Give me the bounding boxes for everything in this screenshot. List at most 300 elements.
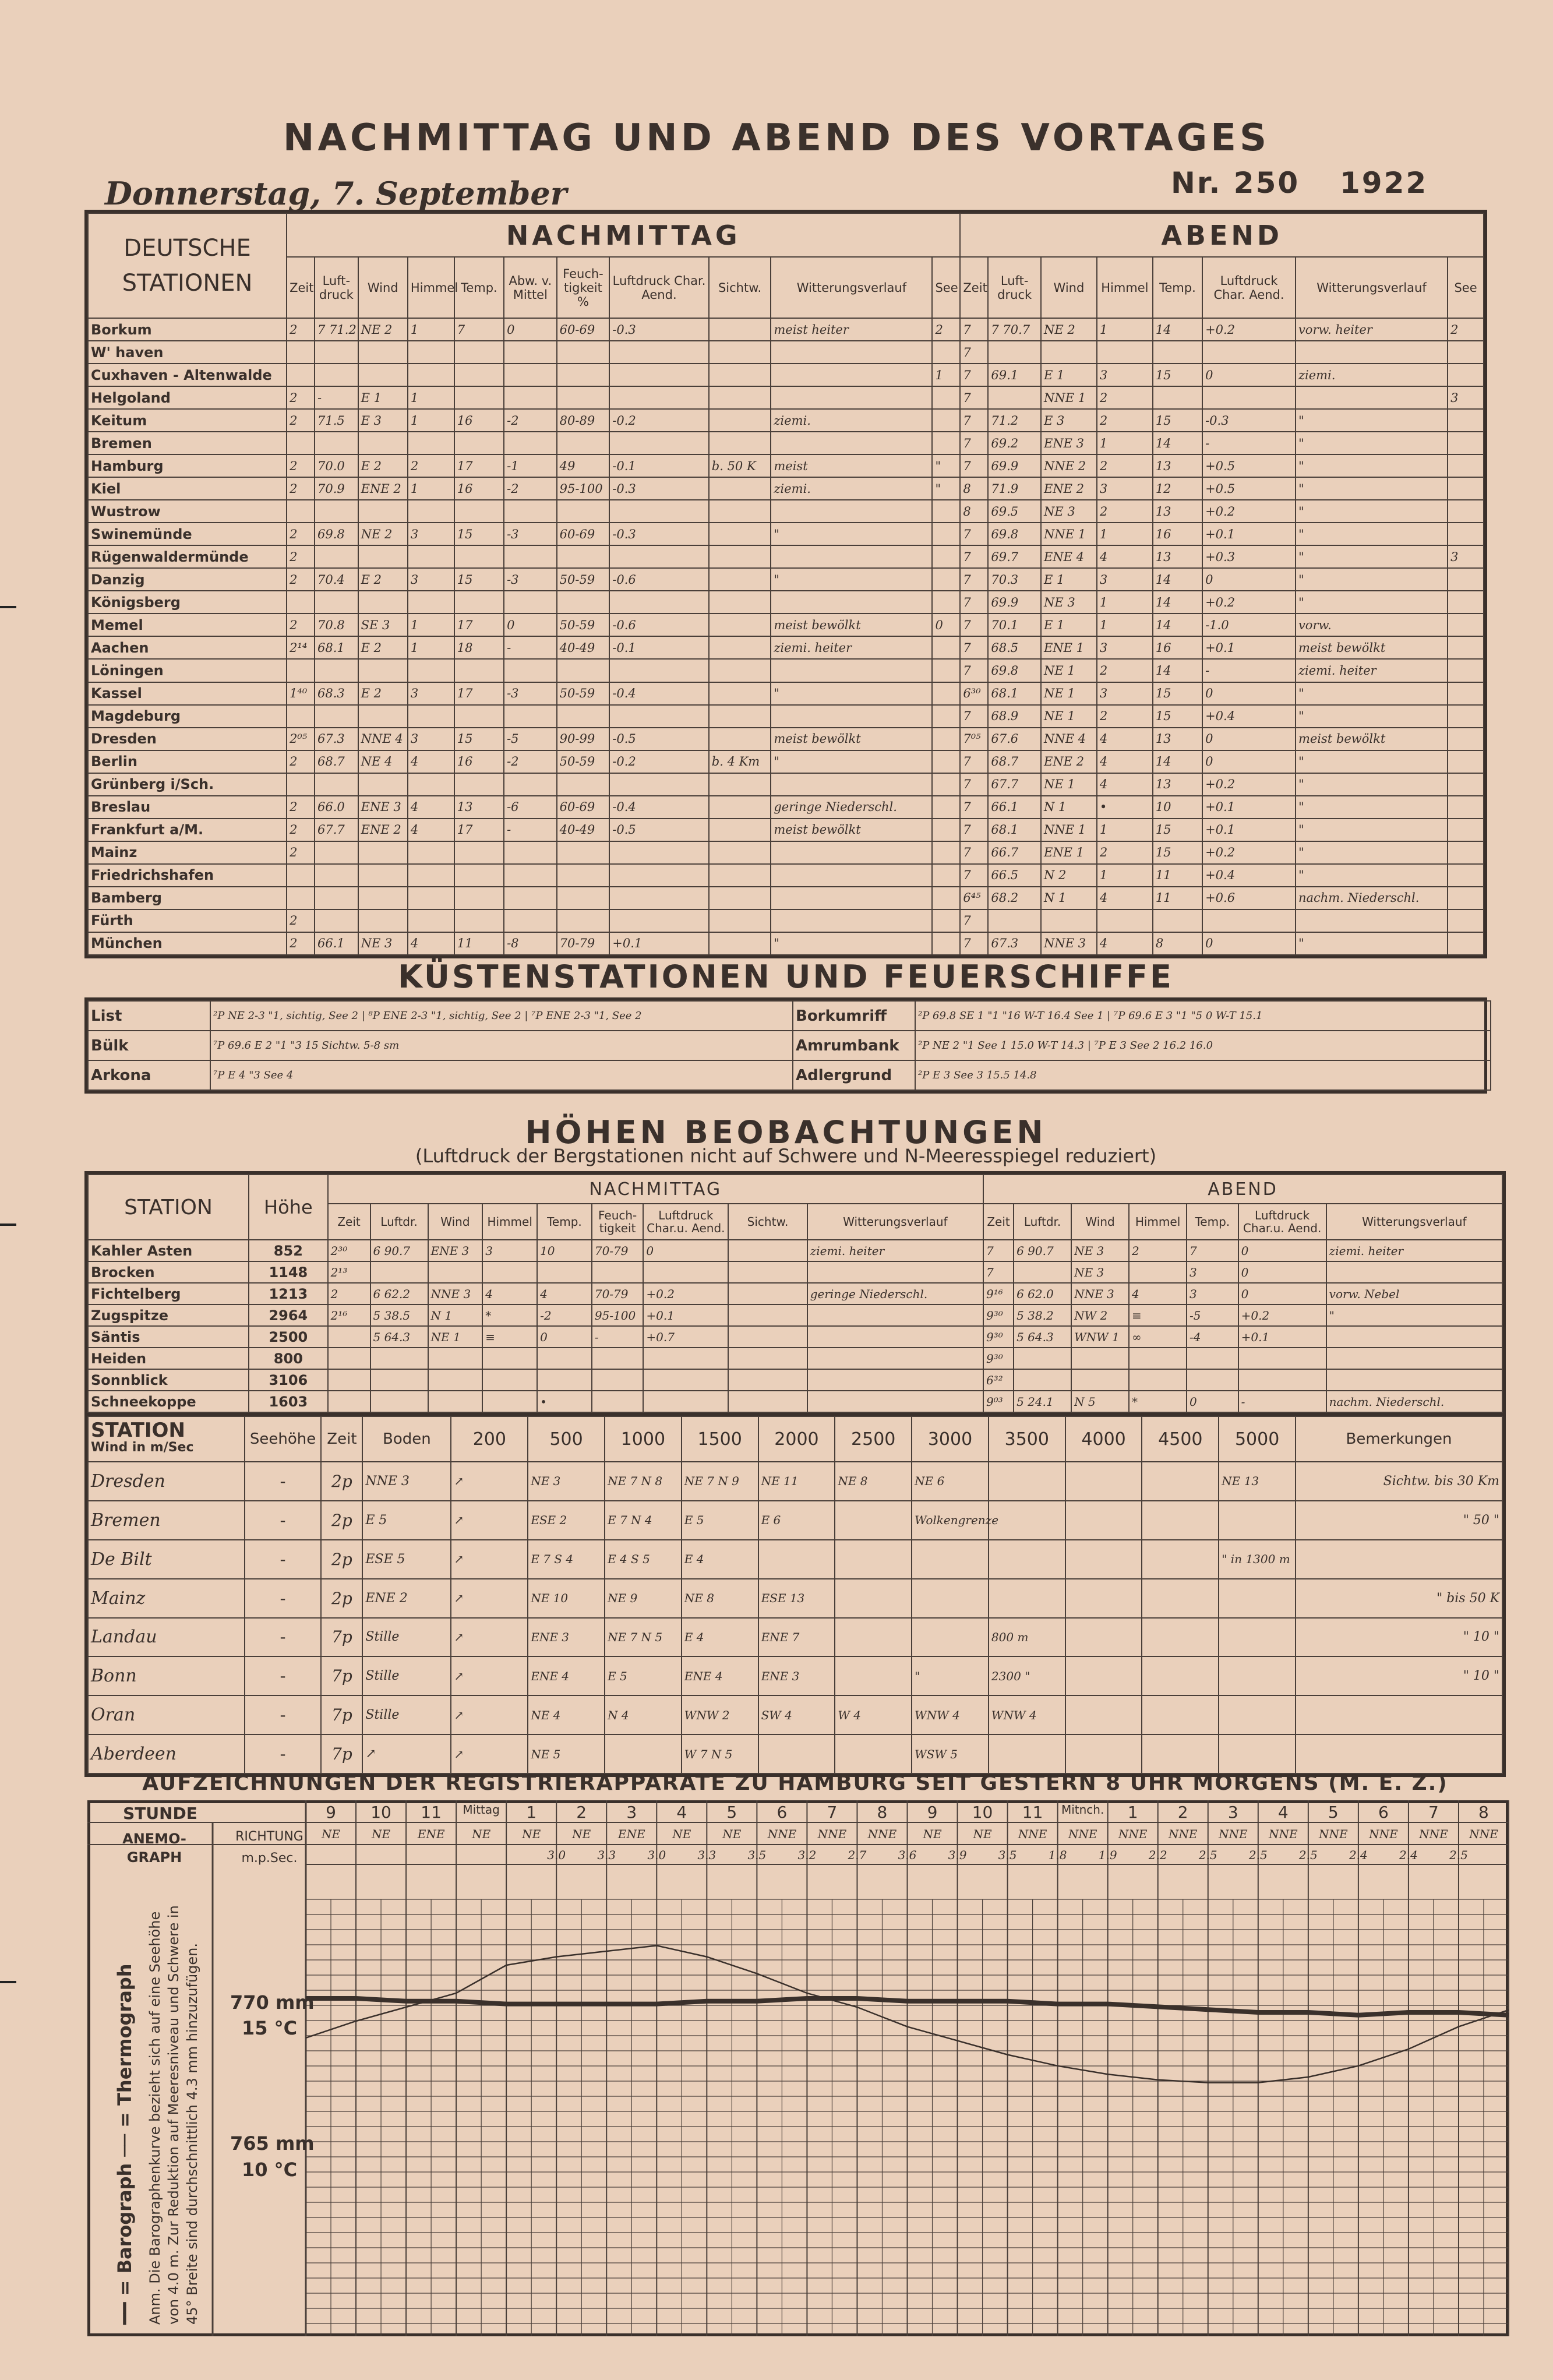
hoehen-nachmittag-cell <box>592 1261 644 1283</box>
station-name: Memel <box>88 613 287 636</box>
nachmittag-cell: 68.7 <box>315 750 358 773</box>
nachmittag-cell <box>557 364 610 386</box>
hoehen-abend-cell: 0 <box>1187 1391 1238 1412</box>
nachmittag-cell: 67.7 <box>315 819 358 841</box>
nachmittag-cell: 15 <box>454 568 504 591</box>
hoehen-abend-cell: ∞ <box>1129 1326 1187 1348</box>
wind-level-value: ↗ <box>451 1579 528 1618</box>
station-name: Swinemünde <box>88 523 287 545</box>
nachmittag-cell: meist bewölkt <box>771 728 932 750</box>
station-name: Hamburg <box>88 454 287 477</box>
nachmittag-cell: 60-69 <box>557 318 610 341</box>
nachmittag-cell <box>932 523 960 545</box>
wind-table <box>84 1416 1506 1777</box>
hoehen-nachmittag-cell: -2 <box>537 1304 592 1326</box>
nachmittag-cell: 70.9 <box>315 477 358 500</box>
nachmittag-col-header: Wind <box>358 257 408 318</box>
abend-cell: 4 <box>1097 750 1153 773</box>
table-row <box>88 1656 1502 1695</box>
nachmittag-col-header: Himmel <box>408 257 454 318</box>
nachmittag-cell: 16 <box>454 477 504 500</box>
abend-cell: 14 <box>1153 568 1202 591</box>
hoehen-nachmittag-col: Himmel <box>482 1204 537 1240</box>
wind-speed: 2.5 <box>1449 1848 1468 1862</box>
wind-seehoehe: - <box>245 1734 322 1773</box>
wind-station: Mainz <box>88 1579 245 1618</box>
wind-direction: NNE <box>767 1827 797 1841</box>
nachmittag-cell: 2¹⁴ <box>287 636 315 659</box>
nachmittag-cell: 16 <box>454 409 504 432</box>
nachmittag-cell: 70.4 <box>315 568 358 591</box>
wind-level-value: ESE 13 <box>758 1579 835 1618</box>
wind-level-value <box>758 1540 835 1579</box>
hoehen-abend-cell: -5 <box>1187 1304 1238 1326</box>
abend-cell: 8 <box>960 477 988 500</box>
nachmittag-cell: - <box>504 636 557 659</box>
abend-cell: 0 <box>1202 682 1296 705</box>
wind-level-value <box>1065 1695 1142 1734</box>
nachmittag-cell <box>557 545 610 568</box>
abend-cell: 0 <box>1202 728 1296 750</box>
nachmittag-cell: 0 <box>504 318 557 341</box>
abend-cell: " <box>1296 591 1448 613</box>
hoehen-nachmittag-cell <box>643 1261 728 1283</box>
nachmittag-cell <box>557 341 610 364</box>
abend-cell: 7 70.7 <box>988 318 1041 341</box>
nachmittag-cell <box>709 568 771 591</box>
nachmittag-cell <box>454 386 504 409</box>
wind-station-header <box>88 1416 245 1462</box>
abend-cell: 7 <box>960 636 988 659</box>
hoehen-nachmittag-cell <box>482 1369 537 1391</box>
hoehen-nachmittag-cell <box>370 1348 428 1369</box>
abend-cell: +0.1 <box>1202 796 1296 819</box>
hour-label: 9 <box>326 1803 336 1822</box>
wind-level-value: W 7 N 5 <box>682 1734 758 1773</box>
wind-direction: NE <box>472 1827 491 1841</box>
nachmittag-cell: geringe Niederschl. <box>771 796 932 819</box>
abend-cell: 2 <box>1097 409 1153 432</box>
nachmittag-cell: 18 <box>454 636 504 659</box>
hoehen-title: HÖHEN BEOBACHTUNGEN <box>525 1114 1047 1151</box>
abend-cell: 3 <box>1448 545 1484 568</box>
nachmittag-cell: ENE 2 <box>358 477 408 500</box>
hoehen-nachmittag-cell <box>728 1304 807 1326</box>
nachmittag-cell: 50-59 <box>557 613 610 636</box>
wind-station: Bonn <box>88 1656 245 1695</box>
wind-level-value: ↗ <box>451 1656 528 1695</box>
table-row <box>88 864 1484 887</box>
wind-direction: NE <box>572 1827 591 1841</box>
abend-cell: ENE 1 <box>1041 841 1097 864</box>
hoehen-hoehe-header: Höhe <box>249 1175 327 1240</box>
abend-cell <box>988 341 1041 364</box>
abend-cell: 14 <box>1153 659 1202 682</box>
nachmittag-cell <box>504 773 557 796</box>
abend-cell: 67.6 <box>988 728 1041 750</box>
hoehen-abend-cell <box>1014 1348 1071 1369</box>
hoehen-altitude: 3106 <box>249 1369 327 1391</box>
station-name: Bamberg <box>88 887 287 909</box>
hoehen-nachmittag-cell: 6 62.2 <box>370 1283 428 1304</box>
table-row <box>88 1618 1502 1657</box>
nachmittag-cell <box>709 773 771 796</box>
hoehen-abend-cell <box>1129 1369 1187 1391</box>
wind-level-value: 800 m <box>989 1618 1065 1657</box>
nachmittag-cell <box>932 659 960 682</box>
nachmittag-cell <box>609 841 709 864</box>
nachmittag-cell <box>358 591 408 613</box>
table-row <box>88 1540 1502 1579</box>
wind-level-value: NE 7 N 5 <box>605 1618 682 1657</box>
abend-cell: 70.3 <box>988 568 1041 591</box>
wind-level-value: WSW 5 <box>912 1734 989 1773</box>
issue-year: 1922 <box>1340 166 1428 200</box>
abend-cell: " <box>1296 523 1448 545</box>
nachmittag-cell <box>315 887 358 909</box>
wind-level-value: E 4 S 5 <box>605 1540 682 1579</box>
abend-cell <box>1448 796 1484 819</box>
abend-cell: +0.5 <box>1202 477 1296 500</box>
abend-cell: 66.7 <box>988 841 1041 864</box>
nachmittag-cell: 2 <box>287 909 315 932</box>
abend-cell: +0.6 <box>1202 887 1296 909</box>
nachmittag-cell <box>557 841 610 864</box>
nachmittag-cell <box>771 591 932 613</box>
wind-seehoehe: - <box>245 1540 322 1579</box>
abend-cell: ziemi. <box>1296 364 1448 386</box>
wind-level-value <box>1219 1501 1296 1540</box>
abend-cell: 68.1 <box>988 682 1041 705</box>
abend-cell: 14 <box>1153 750 1202 773</box>
wind-level-value: NE 8 <box>682 1579 758 1618</box>
abend-cell <box>1153 341 1202 364</box>
nachmittag-cell: 1 <box>408 318 454 341</box>
abend-cell: 69.9 <box>988 591 1041 613</box>
wind-direction: NNE <box>1218 1827 1248 1841</box>
wind-level-value <box>1142 1462 1219 1501</box>
hoehen-abend-cell: 6 62.0 <box>1014 1283 1071 1304</box>
station-name: Königsberg <box>88 591 287 613</box>
wind-direction: NE <box>672 1827 691 1841</box>
nachmittag-cell <box>315 591 358 613</box>
nachmittag-cell: 1 <box>932 364 960 386</box>
hoehen-abend-col: Himmel <box>1129 1204 1187 1240</box>
nachmittag-cell <box>358 364 408 386</box>
wind-zeit: 2p <box>321 1501 362 1540</box>
abend-cell <box>1448 841 1484 864</box>
abend-cell: 4 <box>1097 728 1153 750</box>
nachmittag-cell: 3 <box>408 728 454 750</box>
abend-cell: 7 <box>960 364 988 386</box>
nachmittag-cell <box>358 887 408 909</box>
hoehen-abend-cell <box>1129 1348 1187 1369</box>
nachmittag-cell: 66.1 <box>315 932 358 955</box>
wind-direction: NE <box>722 1827 742 1841</box>
nachmittag-cell: 50-59 <box>557 750 610 773</box>
abend-cell <box>1296 909 1448 932</box>
nachmittag-cell <box>454 909 504 932</box>
nachmittag-cell <box>504 659 557 682</box>
hoehen-station: Sonnblick <box>88 1369 249 1391</box>
nachmittag-cell <box>609 909 709 932</box>
wind-direction: NNE <box>1419 1827 1448 1841</box>
abend-cell <box>1448 523 1484 545</box>
hoehen-altitude: 2964 <box>249 1304 327 1326</box>
wind-zeit: 2p <box>321 1579 362 1618</box>
abend-cell: E 3 <box>1041 409 1097 432</box>
nachmittag-cell <box>709 409 771 432</box>
nachmittag-cell <box>932 728 960 750</box>
nachmittag-cell <box>358 500 408 523</box>
page-title: NACHMITTAG UND ABEND DES VORTAGES <box>283 117 1270 160</box>
abend-cell: 7 <box>960 819 988 841</box>
abend-cell: " <box>1296 432 1448 454</box>
nachmittag-cell <box>709 613 771 636</box>
wind-level-value: ENE 3 <box>528 1618 605 1657</box>
wind-level-value: ↗ <box>451 1501 528 1540</box>
abend-cell: 7 <box>960 613 988 636</box>
hoehen-nachmittag-cell: 70-79 <box>592 1283 644 1304</box>
hoehen-nachmittag-cell <box>328 1348 370 1369</box>
table-row <box>88 613 1484 636</box>
abend-cell: 7 <box>960 409 988 432</box>
wind-direction: NNE <box>1118 1827 1148 1841</box>
abend-cell: 2 <box>1097 841 1153 864</box>
abend-cell <box>1448 932 1484 955</box>
abend-cell: 3 <box>1097 477 1153 500</box>
nachmittag-cell: 11 <box>454 932 504 955</box>
abend-cell: 69.9 <box>988 454 1041 477</box>
hoehen-nachmittag-cell: • <box>537 1391 592 1412</box>
wind-level-header: 1000 <box>605 1416 682 1462</box>
chart-legend: ━━ = Barograph ── = Thermograph <box>114 1963 136 2325</box>
nachmittag-cell: meist bewölkt <box>771 613 932 636</box>
abend-cell <box>1202 909 1296 932</box>
abend-cell: 68.9 <box>988 705 1041 728</box>
nachmittag-cell <box>408 432 454 454</box>
hour-label: 10 <box>972 1803 993 1822</box>
hoehen-nachmittag-col: Temp. <box>537 1204 592 1240</box>
hoehen-nachmittag-cell: 2³⁰ <box>328 1240 370 1261</box>
nachmittag-cell <box>932 409 960 432</box>
wind-zeit: 2p <box>321 1540 362 1579</box>
wind-level-value: ↗ <box>451 1695 528 1734</box>
kuesten-station: Amrumbank <box>793 1031 915 1060</box>
nachmittag-cell <box>557 864 610 887</box>
nachmittag-cell <box>504 500 557 523</box>
wind-speed: 3.5 <box>747 1848 767 1862</box>
nachmittag-cell: -0.5 <box>609 728 709 750</box>
nachmittag-cell <box>454 887 504 909</box>
hoehen-abend-cell: 7 <box>983 1240 1014 1261</box>
hoehen-table <box>84 1171 1506 1416</box>
abend-cell: 15 <box>1153 705 1202 728</box>
hoehen-station: Säntis <box>88 1326 249 1348</box>
table-row <box>88 545 1484 568</box>
nachmittag-cell: 70-79 <box>557 932 610 955</box>
table-row <box>88 1001 1491 1031</box>
wind-level-value <box>605 1734 682 1773</box>
hoehen-station: Kahler Asten <box>88 1240 249 1261</box>
nachmittag-cell <box>771 841 932 864</box>
wind-level-value <box>989 1501 1065 1540</box>
wind-level-header: 2000 <box>758 1416 835 1462</box>
wind-speed: 3.5 <box>998 1848 1017 1862</box>
wind-speed: 3.3 <box>697 1848 717 1862</box>
abend-cell: +0.1 <box>1202 819 1296 841</box>
abend-cell: 3 <box>1097 682 1153 705</box>
nachmittag-cell: ENE 3 <box>358 796 408 819</box>
nachmittag-cell <box>358 341 408 364</box>
nachmittag-cell: E 2 <box>358 682 408 705</box>
nachmittag-cell: 2 <box>287 750 315 773</box>
abend-cell <box>1296 341 1448 364</box>
nachmittag-cell <box>454 432 504 454</box>
abend-cell: NE 2 <box>1041 318 1097 341</box>
wind-bemerkung: " 10 " <box>1296 1618 1502 1657</box>
kuesten-station: Adlergrund <box>793 1060 915 1090</box>
wind-level-value: ENE 7 <box>758 1618 835 1657</box>
wind-level-header: 1500 <box>682 1416 758 1462</box>
nachmittag-cell: -2 <box>504 409 557 432</box>
abend-cell <box>1041 341 1097 364</box>
abend-cell: " <box>1296 477 1448 500</box>
hoehen-nachmittag-cell <box>328 1369 370 1391</box>
abend-cell: +0.4 <box>1202 705 1296 728</box>
wind-direction: NE <box>371 1827 391 1841</box>
abend-cell: 13 <box>1153 728 1202 750</box>
station-name: Breslau <box>88 796 287 819</box>
abend-cell: ziemi. heiter <box>1296 659 1448 682</box>
hoehen-abend-cell <box>1187 1369 1238 1391</box>
nachmittag-cell: E 2 <box>358 636 408 659</box>
abend-col-header: Himmel <box>1097 257 1153 318</box>
station-name: Bremen <box>88 432 287 454</box>
hoehen-altitude: 1213 <box>249 1283 327 1304</box>
table-row <box>88 1326 1502 1348</box>
hoehen-abend-cell: 9³⁰ <box>983 1326 1014 1348</box>
nachmittag-cell: 67.3 <box>315 728 358 750</box>
hoehen-nachmittag-cell: N 1 <box>428 1304 483 1326</box>
wind-boden: NNE 3 <box>362 1462 451 1501</box>
wind-level-header: 5000 <box>1219 1416 1296 1462</box>
nachmittag-cell <box>287 864 315 887</box>
hoehen-nachmittag-col: Luftdr. <box>370 1204 428 1240</box>
deutsche-stationen-table <box>84 210 1487 958</box>
hoehen-nachmittag-cell <box>592 1369 644 1391</box>
wind-direction: NE <box>522 1827 541 1841</box>
nachmittag-cell <box>609 341 709 364</box>
abend-cell: 3 <box>1097 568 1153 591</box>
abend-cell: vorw. heiter <box>1296 318 1448 341</box>
nachmittag-cell <box>287 659 315 682</box>
station-name: Grünberg i/Sch. <box>88 773 287 796</box>
nachmittag-cell: 70.8 <box>315 613 358 636</box>
table-row <box>88 636 1484 659</box>
nachmittag-cell <box>709 386 771 409</box>
wind-level-value <box>835 1618 912 1657</box>
abend-cell: 14 <box>1153 318 1202 341</box>
abend-cell <box>1448 432 1484 454</box>
abend-cell: +0.1 <box>1202 523 1296 545</box>
wind-level-value: ENE 4 <box>528 1656 605 1695</box>
station-name: Helgoland <box>88 386 287 409</box>
hoehen-nachmittag-cell <box>807 1304 983 1326</box>
nachmittag-cell <box>709 364 771 386</box>
wind-level-value: E 5 <box>605 1656 682 1695</box>
table-row <box>88 454 1484 477</box>
abend-cell: " <box>1296 705 1448 728</box>
abend-cell: 67.7 <box>988 773 1041 796</box>
wind-direction: NE <box>321 1827 341 1841</box>
table-row <box>88 1283 1502 1304</box>
table-row <box>88 591 1484 613</box>
wind-level-value: N 4 <box>605 1695 682 1734</box>
abend-cell: NNE 2 <box>1041 454 1097 477</box>
hoehen-nachmittag-cell <box>807 1369 983 1391</box>
wind-direction: NNE <box>1268 1827 1298 1841</box>
hoehen-nachmittag-cell <box>592 1348 644 1369</box>
nachmittag-cell <box>709 887 771 909</box>
wind-level-header: 4000 <box>1065 1416 1142 1462</box>
abend-cell: 2 <box>1097 386 1153 409</box>
hoehen-abend-cell: 0 <box>1238 1240 1326 1261</box>
abend-cell: +0.4 <box>1202 864 1296 887</box>
nachmittag-cell: -0.2 <box>609 409 709 432</box>
wind-station-header-sub: Wind in m/Sec <box>91 1440 194 1455</box>
wind-speed: 3.0 <box>547 1848 566 1862</box>
abend-cell: 11 <box>1153 887 1202 909</box>
wind-seehoehe: - <box>245 1656 322 1695</box>
wind-level-value <box>1065 1501 1142 1540</box>
abend-cell: +0.5 <box>1202 454 1296 477</box>
nachmittag-cell: 2 <box>287 932 315 955</box>
nachmittag-cell: 2 <box>287 819 315 841</box>
hoehen-nachmittag-cell <box>643 1369 728 1391</box>
wind-bemerkung <box>1296 1734 1502 1773</box>
wind-zeit: 2p <box>321 1462 362 1501</box>
abend-cell: NNE 1 <box>1041 523 1097 545</box>
wind-station: Dresden <box>88 1462 245 1501</box>
wind-station: Landau <box>88 1618 245 1657</box>
abend-cell: • <box>1097 796 1153 819</box>
nachmittag-cell <box>358 864 408 887</box>
hoehen-abend-col: Wind <box>1071 1204 1129 1240</box>
hoehen-nachmittag-col: Zeit <box>328 1204 370 1240</box>
abend-cell: NE 1 <box>1041 773 1097 796</box>
hoehen-abend-cell: ziemi. heiter <box>1326 1240 1502 1261</box>
date-line: Donnerstag, 7. September <box>105 175 567 212</box>
wind-level-value <box>912 1618 989 1657</box>
nachmittag-cell <box>609 432 709 454</box>
hoehen-nachmittag-cell: 5 64.3 <box>370 1326 428 1348</box>
abend-cell: 7 <box>960 341 988 364</box>
nachmittag-cell <box>709 682 771 705</box>
nachmittag-cell <box>287 341 315 364</box>
abend-cell: 69.5 <box>988 500 1041 523</box>
wind-level-value: WNW 4 <box>912 1695 989 1734</box>
wind-seehoehe: - <box>245 1462 322 1501</box>
nachmittag-cell: 15 <box>454 728 504 750</box>
nachmittag-cell: 3 <box>408 523 454 545</box>
nachmittag-cell <box>609 864 709 887</box>
hoehen-abend-cell: -4 <box>1187 1326 1238 1348</box>
stunde-label: STUNDE <box>123 1804 197 1823</box>
nachmittag-cell <box>932 636 960 659</box>
hoehen-abend-cell: 7 <box>1187 1240 1238 1261</box>
abend-cell: 2 <box>1097 500 1153 523</box>
